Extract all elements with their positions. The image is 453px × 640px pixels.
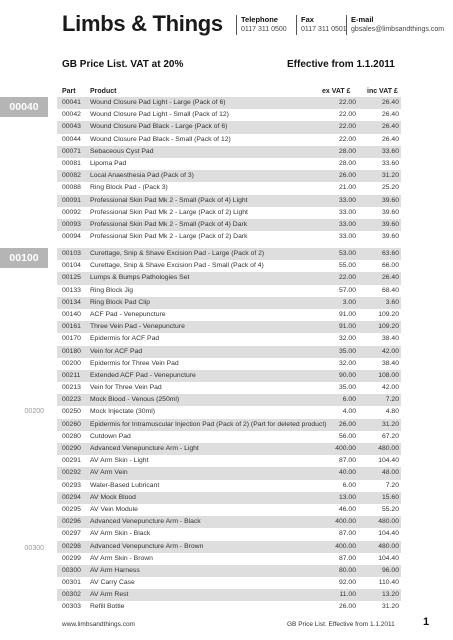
price-ex-vat: 91.00 (338, 310, 356, 318)
price-inc-vat: 109.20 (378, 323, 399, 331)
product-name: Curettage, Snip & Shave Excision Pad - Small (Pack of 4) (90, 262, 264, 270)
product-name: Professional Skin Pad Mk 2 - Large (Pack of 2) Dark (90, 233, 248, 241)
price-inc-vat: 96.00 (381, 566, 399, 574)
price-ex-vat: 400.00 (335, 542, 356, 550)
price-ex-vat: 35.00 (338, 347, 356, 355)
table-row (57, 272, 401, 284)
table-row (57, 321, 401, 333)
price-inc-vat: 26.40 (381, 111, 399, 119)
table-row (57, 382, 401, 394)
price-list-title: GB Price List. VAT at 20% (62, 59, 184, 70)
section-tab-00040: 00040 (0, 97, 48, 117)
table-row (57, 431, 401, 443)
part-number: 00295 (62, 505, 81, 513)
price-inc-vat: 26.40 (381, 123, 399, 131)
part-number: 00104 (62, 262, 81, 270)
table-row (57, 406, 401, 418)
table-row (57, 358, 401, 370)
part-number: 00294 (62, 493, 81, 501)
product-name: Epidermis for Three Vein Pad (90, 359, 179, 367)
footer-caption: GB Price List. Effective from 1.1.2011 (287, 621, 395, 628)
product-name: Ring Block Pad - (Pack 3) (90, 184, 168, 192)
product-name: Vein for Three Vein Pad (90, 384, 162, 392)
part-number: 00088 (62, 184, 81, 192)
page-header (0, 0, 453, 50)
effective-date: Effective from 1.1.2011 (287, 59, 395, 70)
email-block (346, 15, 444, 35)
product-name: Lumps & Bumps Pathologies Set (90, 274, 190, 282)
price-inc-vat: 3.60 (385, 298, 399, 306)
price-inc-vat: 109.20 (378, 310, 399, 318)
table-row (57, 346, 401, 358)
table-row (57, 419, 401, 431)
part-number: 00298 (62, 542, 81, 550)
product-name: Advanced Venepuncture Arm - Black (90, 518, 201, 526)
table-row (57, 309, 401, 321)
price-inc-vat: 39.60 (381, 196, 399, 204)
part-number: 00280 (62, 432, 81, 440)
table-row (57, 492, 401, 504)
price-inc-vat: 66.00 (381, 262, 399, 270)
part-number: 00296 (62, 518, 81, 526)
price-inc-vat: 67.20 (381, 432, 399, 440)
table-row (57, 260, 401, 272)
price-inc-vat: 38.40 (381, 335, 399, 343)
product-name: Lipoma Pad (90, 159, 127, 167)
fax-value: 0117 311 0501 (301, 26, 347, 33)
part-number: 00093 (62, 220, 81, 228)
price-inc-vat: 39.60 (381, 220, 399, 228)
product-name: AV Mock Blood (90, 493, 136, 501)
telephone-label: Telephone (241, 15, 278, 24)
price-inc-vat: 63.60 (381, 250, 399, 257)
part-number: 00094 (62, 233, 81, 241)
price-ex-vat: 26.00 (338, 420, 356, 428)
part-number: 00091 (62, 196, 81, 204)
table-row (57, 97, 401, 109)
table-row (57, 443, 401, 455)
price-inc-vat: 26.40 (381, 135, 399, 143)
price-ex-vat: 80.00 (338, 566, 356, 574)
product-name: Refill Bottle (90, 603, 125, 611)
price-inc-vat: 25.20 (381, 184, 399, 192)
page-number: 1 (423, 616, 430, 628)
part-number: 00043 (62, 123, 81, 131)
table-row (57, 553, 401, 565)
price-inc-vat: 38.40 (381, 359, 399, 367)
price-ex-vat: 11.00 (339, 591, 356, 599)
price-ex-vat: 22.00 (338, 123, 356, 131)
price-inc-vat: 13.20 (381, 591, 399, 599)
price-table-group-2 (57, 248, 401, 614)
price-inc-vat: 7.20 (385, 481, 399, 489)
part-number: 00291 (62, 457, 81, 465)
table-row (57, 182, 401, 194)
price-ex-vat: 22.00 (338, 99, 356, 106)
price-ex-vat: 87.00 (338, 530, 356, 538)
price-inc-vat: 480.00 (378, 518, 399, 526)
part-number: 00044 (62, 135, 81, 143)
price-table-group-1 (57, 97, 401, 243)
price-ex-vat: 26.00 (338, 172, 356, 180)
product-name: Water-Based Lubricant (90, 481, 160, 489)
column-header-inc-vat: inc VAT £ (367, 88, 398, 95)
product-name: Curettage, Snip & Shave Excision Pad - Large (Pack of 2) (90, 250, 265, 257)
price-ex-vat: 90.00 (338, 371, 356, 379)
table-row (57, 158, 401, 170)
price-ex-vat: 26.00 (338, 603, 356, 611)
product-name: Three Vein Pad - Venepuncture (90, 323, 185, 331)
product-name: Cutdown Pad (90, 432, 131, 440)
table-row (57, 207, 401, 219)
table-row (57, 370, 401, 382)
price-ex-vat: 22.00 (338, 111, 356, 119)
price-ex-vat: 57.00 (338, 286, 356, 294)
price-ex-vat: 28.00 (338, 147, 356, 155)
product-name: Wound Closure Pad Light - Large (Pack of 6) (90, 99, 226, 106)
price-inc-vat: 33.60 (381, 159, 399, 167)
part-number: 00134 (62, 298, 81, 306)
part-number: 00300 (62, 566, 81, 574)
product-name: Ring Block Pad Clip (90, 298, 151, 306)
table-row (57, 170, 401, 182)
part-number: 00082 (62, 172, 81, 180)
table-row (57, 146, 401, 158)
part-number: 00223 (62, 396, 81, 404)
price-inc-vat: 48.00 (381, 469, 399, 477)
product-name: Professional Skin Pad Mk 2 - Large (Pack of 2) Light (90, 208, 248, 216)
telephone-value: 0117 311 0500 (241, 26, 287, 33)
table-row (57, 195, 401, 207)
part-number: 00303 (62, 603, 81, 611)
part-number: 00133 (62, 286, 81, 294)
part-number: 00292 (62, 469, 81, 477)
product-name: Wound Closure Pad Light - Small (Pack of 12) (90, 111, 229, 119)
table-row (57, 109, 401, 121)
product-name: ACF Pad - Venepuncture (90, 310, 166, 318)
price-ex-vat: 4.00 (342, 408, 356, 416)
fax-block (296, 15, 347, 35)
product-name: Advanced Venepuncture Arm - Light (90, 445, 199, 452)
part-number: 00297 (62, 530, 81, 538)
product-name: Epidermis for ACF Pad (90, 335, 160, 343)
price-ex-vat: 13.00 (338, 493, 356, 501)
price-ex-vat: 3.00 (342, 298, 356, 306)
price-inc-vat: 31.20 (381, 172, 399, 180)
product-name: Wound Closure Pad Black - Large (Pack of 6) (90, 123, 228, 131)
column-header-ex-vat: ex VAT £ (322, 88, 351, 95)
product-name: Advanced Venepuncture Arm - Brown (90, 542, 204, 550)
product-name: AV Arm Harness (90, 566, 140, 574)
part-number: 00092 (62, 208, 81, 216)
price-ex-vat: 40.00 (338, 469, 356, 477)
table-row (57, 333, 401, 345)
table-row (57, 516, 401, 528)
part-number: 00260 (62, 420, 81, 428)
price-inc-vat: 42.00 (381, 347, 399, 355)
price-ex-vat: 56.00 (338, 432, 356, 440)
telephone-block (236, 15, 287, 35)
price-ex-vat: 46.00 (338, 505, 356, 513)
price-ex-vat: 6.00 (342, 396, 356, 404)
price-inc-vat: 104.40 (378, 457, 399, 465)
section-marker-00300: 00300 (24, 545, 44, 552)
price-inc-vat: 110.40 (378, 579, 399, 587)
product-name: AV Arm Skin - Light (90, 457, 149, 465)
price-ex-vat: 400.00 (335, 445, 356, 452)
price-inc-vat: 480.00 (378, 542, 399, 550)
price-inc-vat: 15.60 (381, 493, 399, 501)
table-row (57, 455, 401, 467)
part-number: 00103 (62, 250, 81, 257)
price-ex-vat: 33.00 (338, 233, 356, 241)
price-ex-vat: 53.00 (338, 250, 356, 257)
product-name: Vein for ACF Pad (90, 347, 143, 355)
price-ex-vat: 87.00 (338, 457, 356, 465)
part-number: 00302 (62, 591, 81, 599)
price-inc-vat: 4.80 (385, 408, 399, 416)
table-row (57, 504, 401, 516)
part-number: 00125 (62, 274, 81, 282)
table-row (57, 248, 401, 260)
table-row (57, 467, 401, 479)
part-number: 00290 (62, 445, 81, 452)
product-name: AV Carry Case (90, 579, 135, 587)
part-number: 00041 (62, 99, 81, 106)
product-name: Extended ACF Pad - Venepuncture (90, 371, 196, 379)
price-ex-vat: 33.00 (338, 208, 356, 216)
part-number: 00042 (62, 111, 81, 119)
section-tab-00100: 00100 (0, 248, 48, 268)
part-number: 00301 (62, 579, 81, 587)
product-name: Wound Closure Pad Black - Small (Pack of 12) (90, 135, 231, 143)
price-ex-vat: 87.00 (338, 554, 356, 562)
price-ex-vat: 6.00 (342, 481, 356, 489)
price-inc-vat: 31.20 (381, 420, 399, 428)
part-number: 00071 (62, 147, 81, 155)
price-ex-vat: 32.00 (338, 335, 356, 343)
table-row (57, 394, 401, 406)
brand-logo: Limbs & Things (62, 11, 223, 36)
table-row (57, 297, 401, 309)
table-row (57, 589, 401, 601)
product-name: AV Arm Skin - Brown (90, 554, 153, 562)
price-inc-vat: 480.00 (378, 445, 399, 452)
table-row (57, 219, 401, 231)
table-row (57, 601, 401, 613)
price-inc-vat: 39.60 (381, 233, 399, 241)
product-name: Mock Injectate (30ml) (90, 408, 155, 416)
price-inc-vat: 104.40 (378, 530, 399, 538)
price-ex-vat: 32.00 (338, 359, 356, 367)
product-name: Professional Skin Pad Mk 2 - Small (Pack of 4) Light (90, 196, 248, 204)
price-inc-vat: 26.40 (381, 99, 399, 106)
footer-website: www.limbsandthings.com (62, 621, 135, 628)
part-number: 00161 (62, 323, 81, 331)
product-name: Mock Blood - Venous (250ml) (90, 396, 180, 404)
product-name: AV Arm Skin - Black (90, 530, 151, 538)
product-name: Ring Block Jig (90, 286, 134, 294)
product-name: Epidermis for Intramuscular Injection Pad (Pack of 2) (Part for deleted product) (90, 420, 327, 428)
price-inc-vat: 68.40 (381, 286, 399, 294)
part-number: 00200 (62, 359, 81, 367)
part-number: 00299 (62, 554, 81, 562)
price-ex-vat: 22.00 (338, 274, 356, 282)
email-value: gbsales@limbsandthings.com (351, 26, 445, 33)
price-ex-vat: 35.00 (338, 384, 356, 392)
price-inc-vat: 108.00 (378, 371, 399, 379)
price-inc-vat: 55.20 (381, 505, 399, 513)
table-row (57, 121, 401, 133)
product-name: Local Anaesthesia Pad (Pack of 3) (90, 172, 194, 180)
product-name: Professional Skin Pad Mk 2 - Small (Pack of 4) Dark (90, 220, 248, 228)
part-number: 00213 (62, 384, 81, 392)
price-inc-vat: 33.60 (381, 147, 399, 155)
email-label: E-mail (351, 15, 374, 24)
product-name: AV Arm Rest (90, 591, 129, 599)
column-header-product: Product (90, 88, 117, 95)
table-row (57, 285, 401, 297)
price-ex-vat: 400.00 (335, 518, 356, 526)
fax-label: Fax (301, 15, 314, 24)
column-header-part: Part (62, 88, 76, 95)
part-number: 00293 (62, 481, 81, 489)
table-row (57, 565, 401, 577)
table-row (57, 577, 401, 589)
price-ex-vat: 92.00 (338, 579, 356, 587)
price-ex-vat: 33.00 (338, 196, 356, 204)
price-ex-vat: 21.00 (338, 184, 356, 192)
price-inc-vat: 31.20 (381, 603, 399, 611)
table-row (57, 541, 401, 553)
price-inc-vat: 7.20 (385, 396, 399, 404)
price-ex-vat: 91.00 (338, 323, 356, 331)
price-inc-vat: 42.00 (381, 384, 399, 392)
price-ex-vat: 33.00 (338, 220, 356, 228)
table-row (57, 528, 401, 540)
section-marker-00200: 00200 (24, 408, 44, 415)
part-number: 00211 (62, 371, 81, 379)
part-number: 00081 (62, 159, 81, 167)
price-ex-vat: 55.00 (338, 262, 356, 270)
table-row (57, 231, 401, 243)
price-inc-vat: 39.60 (381, 208, 399, 216)
price-inc-vat: 104.40 (378, 554, 399, 562)
product-name: Sebaceous Cyst Pad (90, 147, 154, 155)
part-number: 00170 (62, 335, 81, 343)
product-name: AV Vein Module (90, 505, 138, 513)
part-number: 00180 (62, 347, 81, 355)
price-ex-vat: 28.00 (338, 159, 356, 167)
table-row (57, 480, 401, 492)
price-ex-vat: 22.00 (338, 135, 356, 143)
table-row (57, 134, 401, 146)
price-inc-vat: 26.40 (381, 274, 399, 282)
product-name: AV Arm Vein (90, 469, 128, 477)
part-number: 00140 (62, 310, 81, 318)
part-number: 00250 (62, 408, 81, 416)
